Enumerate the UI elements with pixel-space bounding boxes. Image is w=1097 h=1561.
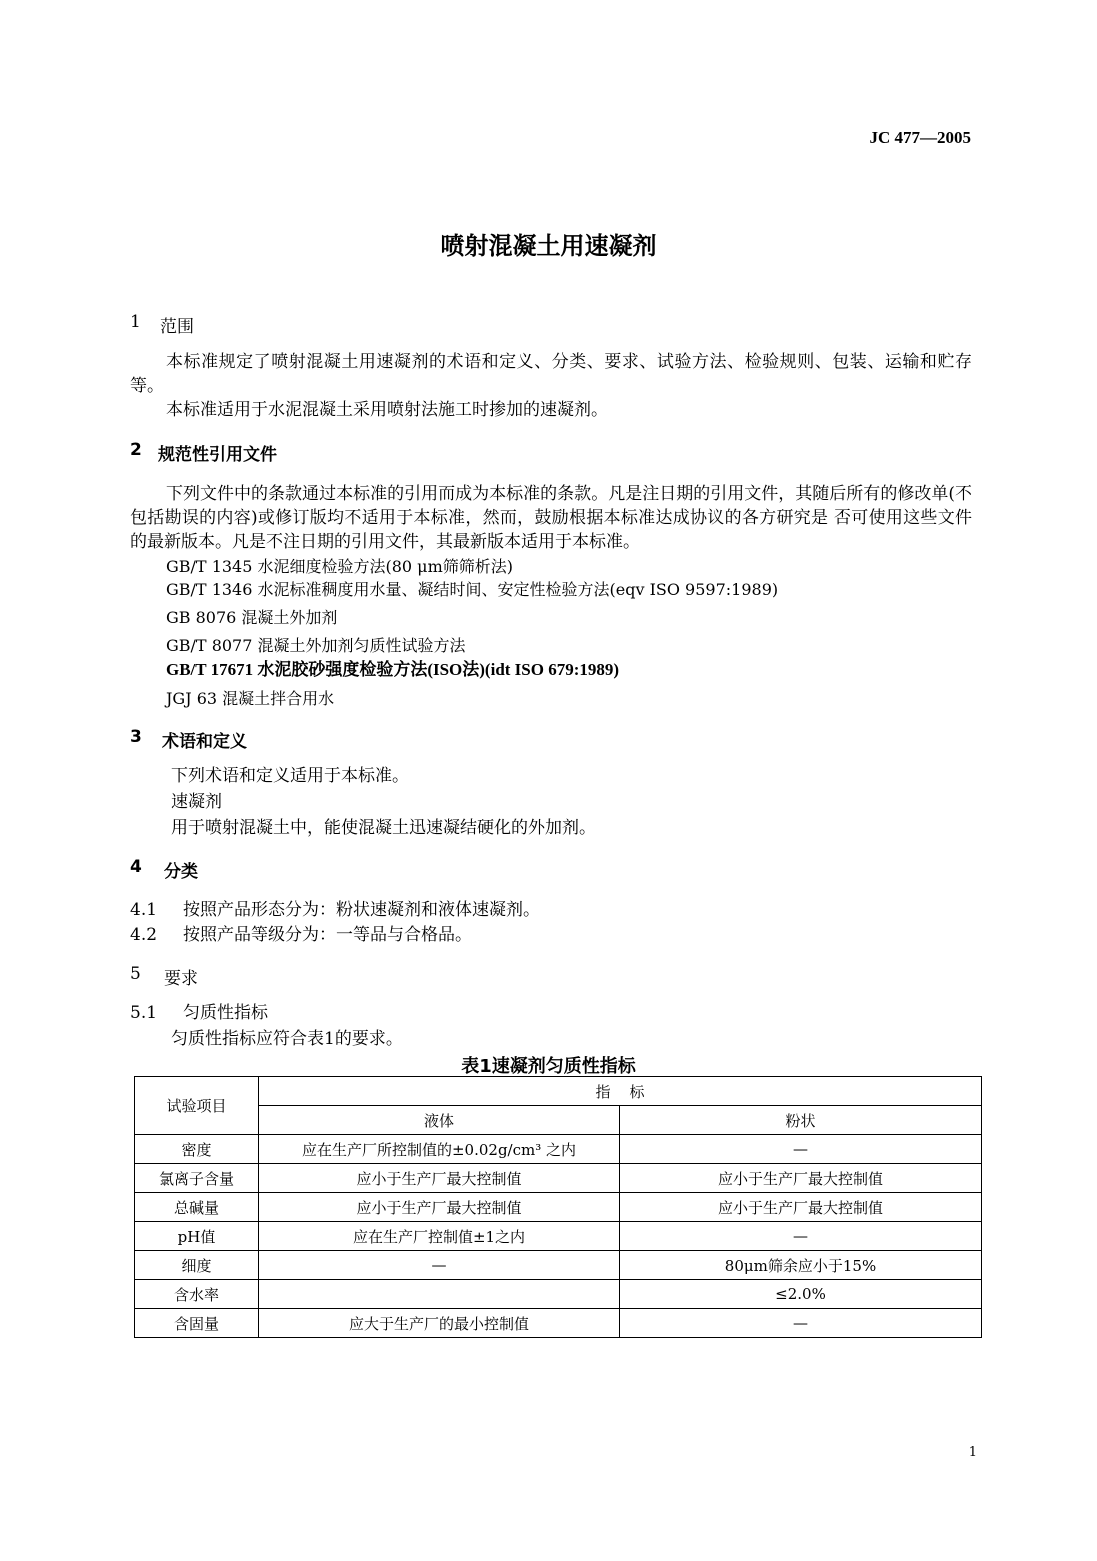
reference-item: GB 8076 混凝土外加剂 [166,608,338,627]
row-powder: 80μm筛余应小于15% [620,1251,982,1280]
section-4-title: 分类 [164,862,198,882]
section-3-title: 术语和定义 [162,732,247,752]
row-item: pH值 [135,1222,259,1251]
section-5-number: 5 [130,964,141,984]
table-row [135,1222,982,1251]
clause-4-1-text: 按照产品形态分为：粉状速凝剂和液体速凝剂。 [183,900,540,920]
row-powder: — [620,1135,982,1164]
header-test-item: 试验项目 [135,1077,259,1135]
uniformity-table [134,1076,982,1338]
table-row [135,1135,982,1164]
clause-4-1-number: 4.1 [130,900,158,920]
document-code: JC 477—2005 [869,128,971,147]
table-row [135,1280,982,1309]
row-powder: ≤2.0% [620,1280,982,1309]
section-1-paragraph: 本标准规定了喷射混凝土用速凝剂的术语和定义、分类、要求、试验方法、检验规则、包装、运输和贮存等。 [130,352,972,396]
row-liquid [259,1280,620,1309]
row-liquid: — [259,1251,620,1280]
table-row [135,1309,982,1338]
document-title: 喷射混凝土用速凝剂 [440,232,657,260]
table-header-row [135,1077,982,1106]
section-5-title: 要求 [164,969,198,989]
row-item: 细度 [135,1251,259,1280]
table-row [135,1251,982,1280]
section-2-body [130,482,972,554]
row-powder: 应小于生产厂最大控制值 [620,1164,982,1193]
row-item: 氯离子含量 [135,1164,259,1193]
clause-5-1-title: 匀质性指标 [183,1003,268,1023]
reference-item: GB/T 1346 水泥标准稠度用水量、凝结时间、安定性检验方法(eqv ISO 9597:1989) [166,580,779,599]
table-row [135,1193,982,1222]
section-3-number: 3 [130,727,142,747]
section-1-body [130,350,972,422]
row-powder: — [620,1222,982,1251]
table-caption: 表1速凝剂匀质性指标 [461,1056,636,1077]
reference-item: JGJ 63 混凝土拌合用水 [166,689,335,708]
header-index: 指 标 [259,1077,982,1106]
page-number: 1 [968,1445,977,1460]
clause-4-2-text: 按照产品等级分为：一等品与合格品。 [183,925,472,945]
row-liquid: 应大于生产厂的最小控制值 [259,1309,620,1338]
section-1-paragraph: 本标准适用于水泥混凝土采用喷射法施工时掺加的速凝剂。 [166,400,608,420]
clause-5-1-number: 5.1 [130,1003,158,1023]
row-powder: — [620,1309,982,1338]
reference-item: GB/T 8077 混凝土外加剂匀质性试验方法 [166,636,466,655]
table-subheader-row [135,1106,982,1135]
header-powder: 粉状 [620,1106,982,1135]
section-1-number: 1 [130,312,141,332]
row-item: 含水率 [135,1280,259,1309]
section-2-number: 2 [130,440,142,460]
row-powder: 应小于生产厂最大控制值 [620,1193,982,1222]
header-liquid: 液体 [259,1106,620,1135]
reference-item: GB/T 1345 水泥细度检验方法(80 μm筛筛析法) [166,557,513,576]
table-row [135,1164,982,1193]
section-1-title: 范围 [160,317,194,337]
row-liquid: 应小于生产厂最大控制值 [259,1193,620,1222]
section-3-line: 下列术语和定义适用于本标准。 [171,766,409,786]
row-liquid: 应小于生产厂最大控制值 [259,1164,620,1193]
reference-item: GB/T 17671 水泥胶砂强度检验方法(ISO法)(idt ISO 679:1989) [166,660,620,679]
row-item: 含固量 [135,1309,259,1338]
term-definition: 用于喷射混凝土中，能使混凝土迅速凝结硬化的外加剂。 [171,818,596,838]
row-item: 总碱量 [135,1193,259,1222]
clause-4-2-number: 4.2 [130,925,158,945]
section-2-title: 规范性引用文件 [158,445,277,465]
term-name: 速凝剂 [171,792,222,812]
section-2-paragraph: 下列文件中的条款通过本标准的引用而成为本标准的条款。凡是注日期的引用文件，其随后所有的修改单(不包括勘误的内容)或修订版均不适用于本标准，然而，鼓励根据本标准达成协议的各方研究是 否可使用这些文件的最新版本。凡是不注日期的引用文件，其最新版本适用于本标准。 [130,484,972,552]
row-liquid: 应在生产厂控制值±1之内 [259,1222,620,1251]
section-4-number: 4 [130,857,142,877]
row-item: 密度 [135,1135,259,1164]
row-liquid: 应在生产厂所控制值的±0.02g/cm³ 之内 [259,1135,620,1164]
clause-5-1-text: 匀质性指标应符合表1的要求。 [171,1029,403,1049]
